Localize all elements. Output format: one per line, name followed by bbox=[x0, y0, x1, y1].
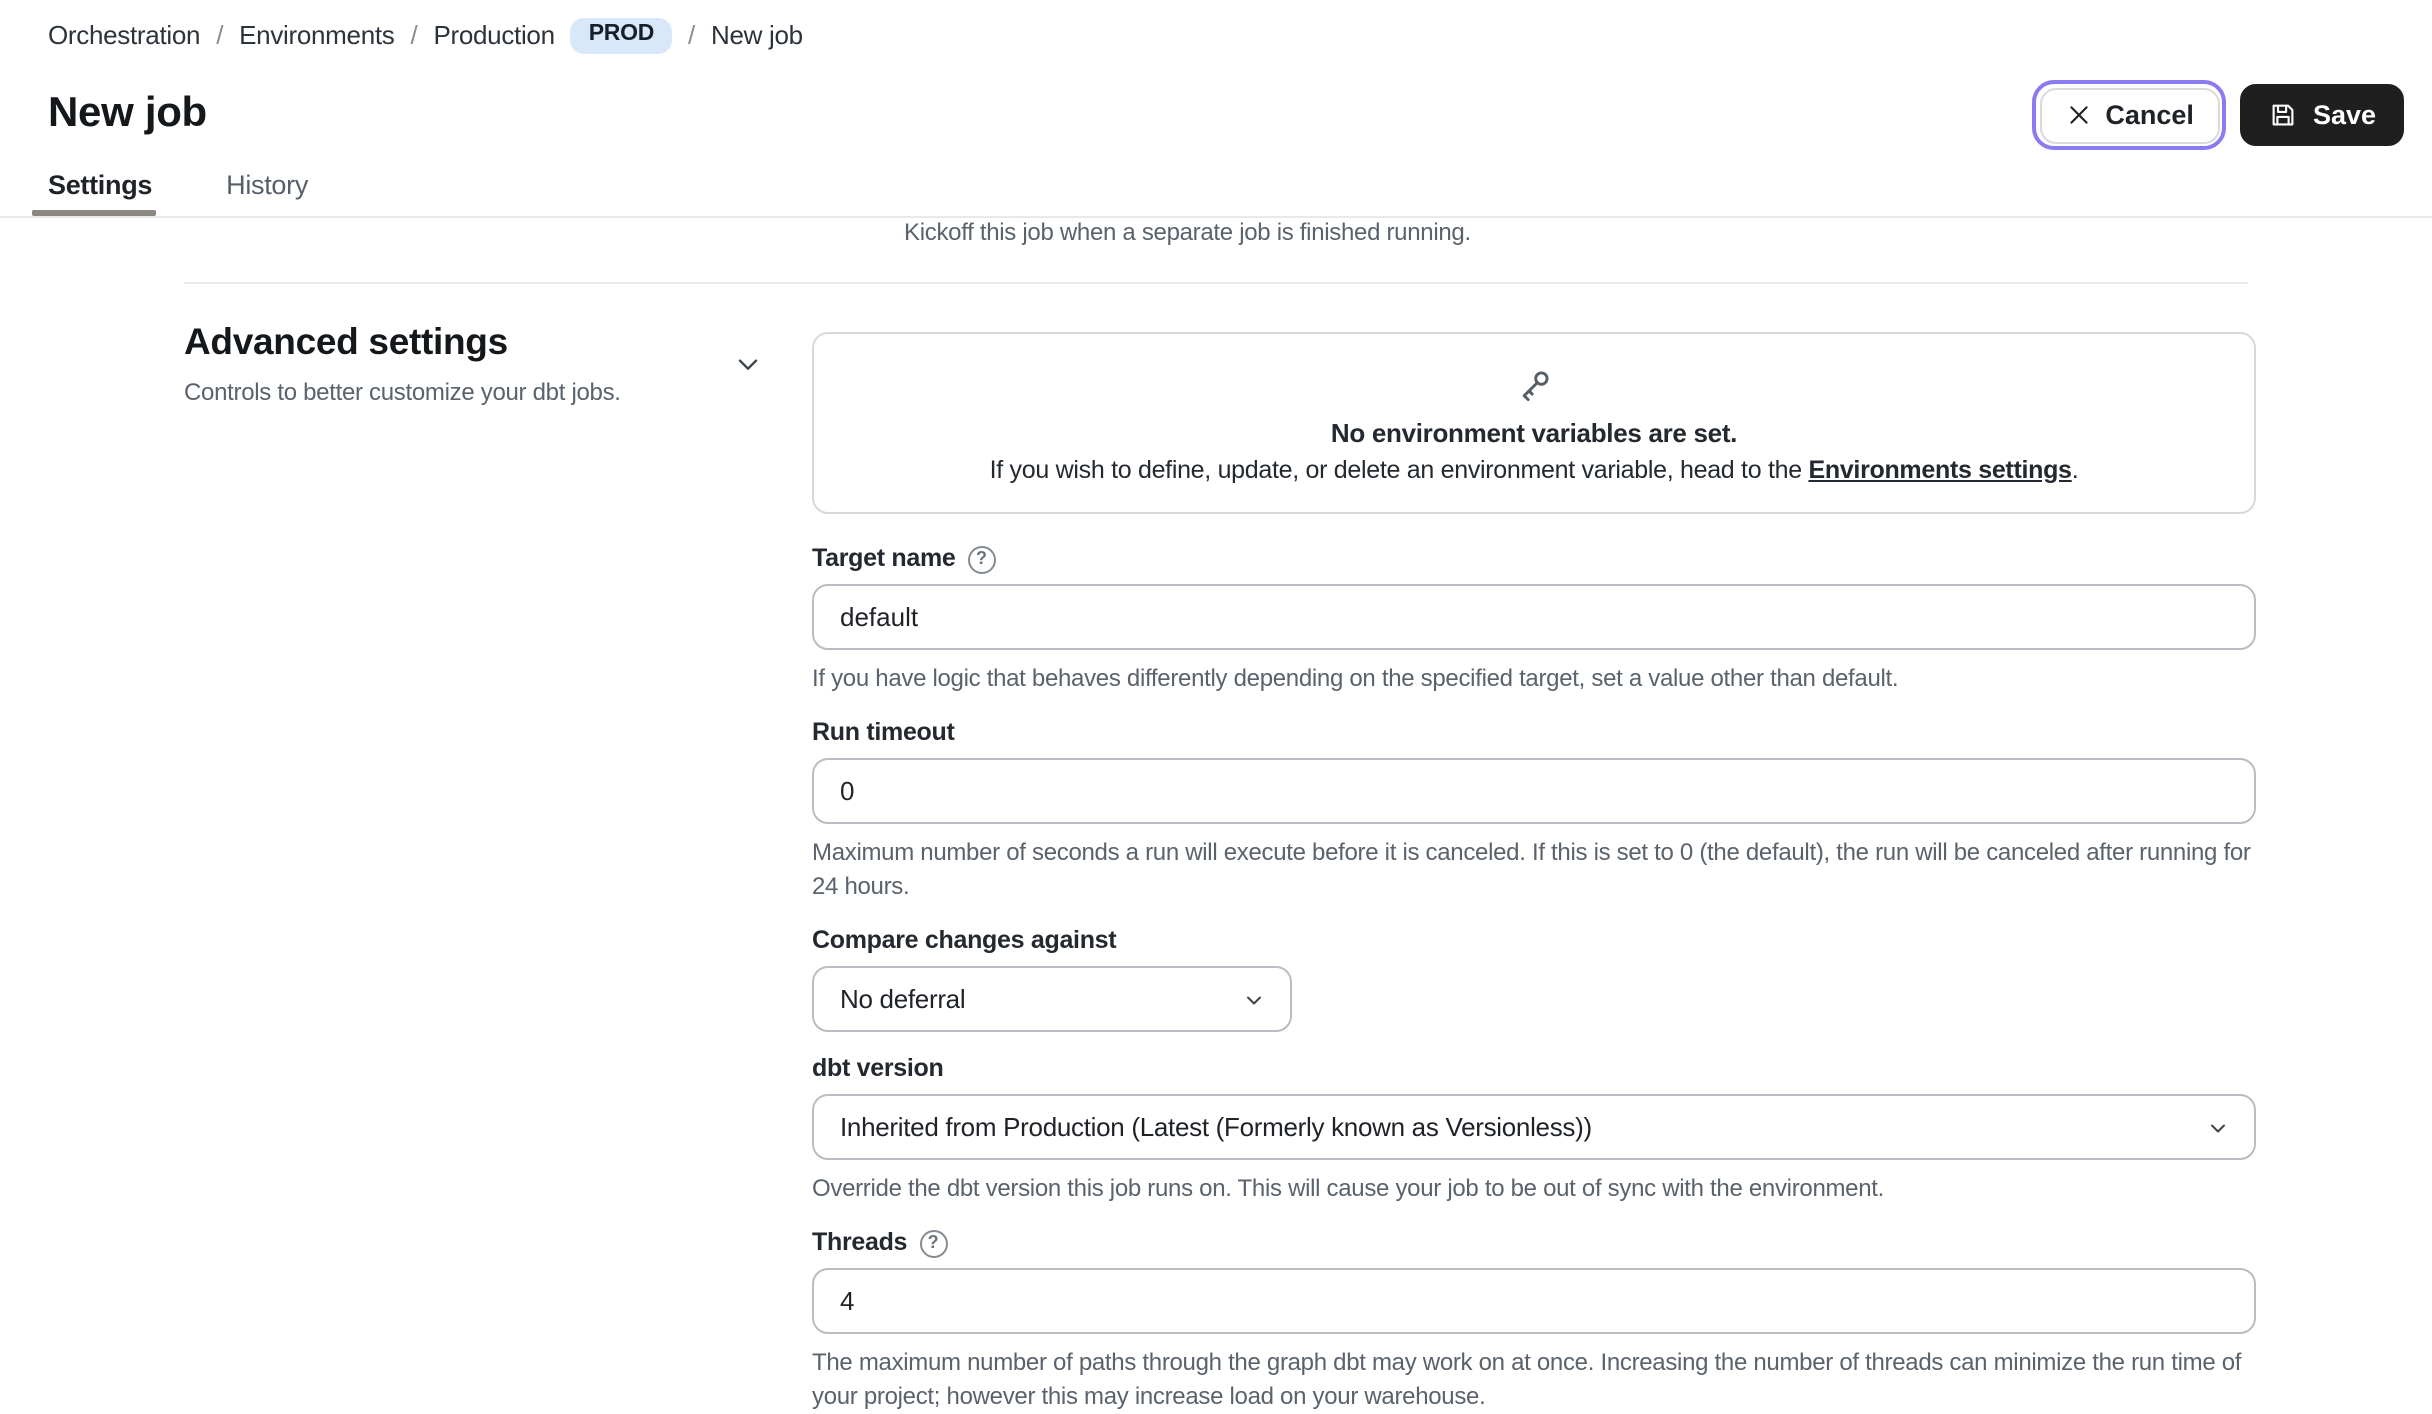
breadcrumb-separator: / bbox=[410, 20, 418, 51]
prod-environment-badge: PROD bbox=[571, 18, 672, 53]
tab-bar-border bbox=[0, 215, 2432, 217]
threads-field-group bbox=[812, 1226, 2256, 1414]
advanced-settings-subtitle: Controls to better customize your dbt jobs. bbox=[184, 378, 621, 406]
environments-settings-link[interactable]: Environments settings bbox=[1808, 455, 2072, 483]
dbt-version-field-group bbox=[812, 1052, 2256, 1206]
env-vars-empty-body-period: . bbox=[2071, 455, 2079, 483]
cancel-button[interactable] bbox=[2039, 87, 2220, 143]
dbt-version-selected-value: Inherited from Production (Latest (Formerly known as Versionless)) bbox=[840, 1112, 1592, 1142]
compare-changes-label-text: Compare changes against bbox=[812, 926, 1117, 954]
cancel-button-label: Cancel bbox=[2105, 100, 2194, 130]
advanced-settings-heading: Advanced settings bbox=[184, 320, 508, 362]
run-timeout-field-group bbox=[812, 716, 2256, 904]
threads-helper: The maximum number of paths through the graph dbt may work on at once. Increasing the number of threads can minimize the run time of your project; however this may increase load on your warehouse. bbox=[812, 1348, 2242, 1410]
target-name-label bbox=[812, 542, 2256, 576]
job-completion-trigger-helper: Kickoff this job when a separate job is finished running. bbox=[904, 218, 1471, 246]
compare-changes-label bbox=[812, 924, 2256, 958]
target-name-label-text: Target name bbox=[812, 544, 956, 572]
compare-changes-selected-value: No deferral bbox=[840, 984, 966, 1014]
save-icon bbox=[2269, 100, 2299, 130]
breadcrumb bbox=[48, 18, 803, 53]
run-timeout-label-text: Run timeout bbox=[812, 718, 955, 746]
run-timeout-helper: Maximum number of seconds a run will execute before it is canceled. If this is set to 0 (the default), the run will be canceled after running for 24 hours. bbox=[812, 838, 2251, 900]
compare-changes-select[interactable] bbox=[812, 966, 1292, 1032]
tab-history[interactable]: History bbox=[226, 170, 309, 200]
target-name-field-group bbox=[812, 542, 2256, 696]
breadcrumb-item-orchestration[interactable]: Orchestration bbox=[48, 20, 201, 51]
help-icon[interactable]: ? bbox=[919, 1229, 947, 1257]
close-icon bbox=[2065, 102, 2091, 128]
key-icon bbox=[1512, 363, 1556, 407]
threads-input[interactable] bbox=[812, 1268, 2256, 1334]
target-name-helper: If you have logic that behaves differently depending on the specified target, set a value other than default. bbox=[812, 664, 1899, 692]
section-divider bbox=[184, 282, 2248, 284]
threads-label bbox=[812, 1226, 2256, 1260]
compare-changes-field-group bbox=[812, 924, 2256, 1032]
breadcrumb-item-environments[interactable]: Environments bbox=[239, 20, 395, 51]
advanced-settings-form bbox=[812, 332, 2256, 1414]
save-button[interactable] bbox=[2241, 84, 2404, 146]
tab-settings[interactable]: Settings bbox=[48, 170, 153, 200]
run-timeout-input[interactable] bbox=[812, 758, 2256, 824]
env-vars-empty-title: No environment variables are set. bbox=[1330, 417, 1738, 447]
dbt-version-helper: Override the dbt version this job runs on. This will cause your job to be out of sync with the environment. bbox=[812, 1174, 1885, 1202]
header-actions bbox=[2032, 80, 2404, 150]
breadcrumb-item-new-job: New job bbox=[710, 20, 803, 51]
dbt-version-label-text: dbt version bbox=[812, 1054, 944, 1082]
tab-bar bbox=[48, 170, 308, 200]
run-timeout-label bbox=[812, 716, 2256, 750]
dbt-version-select[interactable] bbox=[812, 1094, 2256, 1160]
collapse-section-button[interactable] bbox=[732, 348, 764, 380]
env-vars-empty-panel bbox=[812, 332, 2256, 514]
chevron-down-icon bbox=[1242, 987, 1266, 1011]
page-title: New job bbox=[48, 90, 207, 136]
cancel-button-focus-ring bbox=[2032, 80, 2227, 150]
breadcrumb-separator: / bbox=[688, 20, 695, 51]
breadcrumb-item-production[interactable]: Production bbox=[433, 20, 555, 51]
env-vars-empty-body bbox=[990, 455, 2079, 483]
chevron-down-icon bbox=[732, 348, 764, 380]
breadcrumb-separator: / bbox=[216, 20, 224, 51]
threads-label-text: Threads bbox=[812, 1228, 908, 1256]
dbt-version-label bbox=[812, 1052, 2256, 1086]
chevron-down-icon bbox=[2206, 1115, 2230, 1139]
target-name-input[interactable] bbox=[812, 584, 2256, 650]
help-icon[interactable]: ? bbox=[968, 545, 996, 573]
save-button-label: Save bbox=[2312, 100, 2376, 130]
env-vars-empty-body-text: If you wish to define, update, or delete an environment variable, head to the bbox=[989, 455, 1809, 483]
